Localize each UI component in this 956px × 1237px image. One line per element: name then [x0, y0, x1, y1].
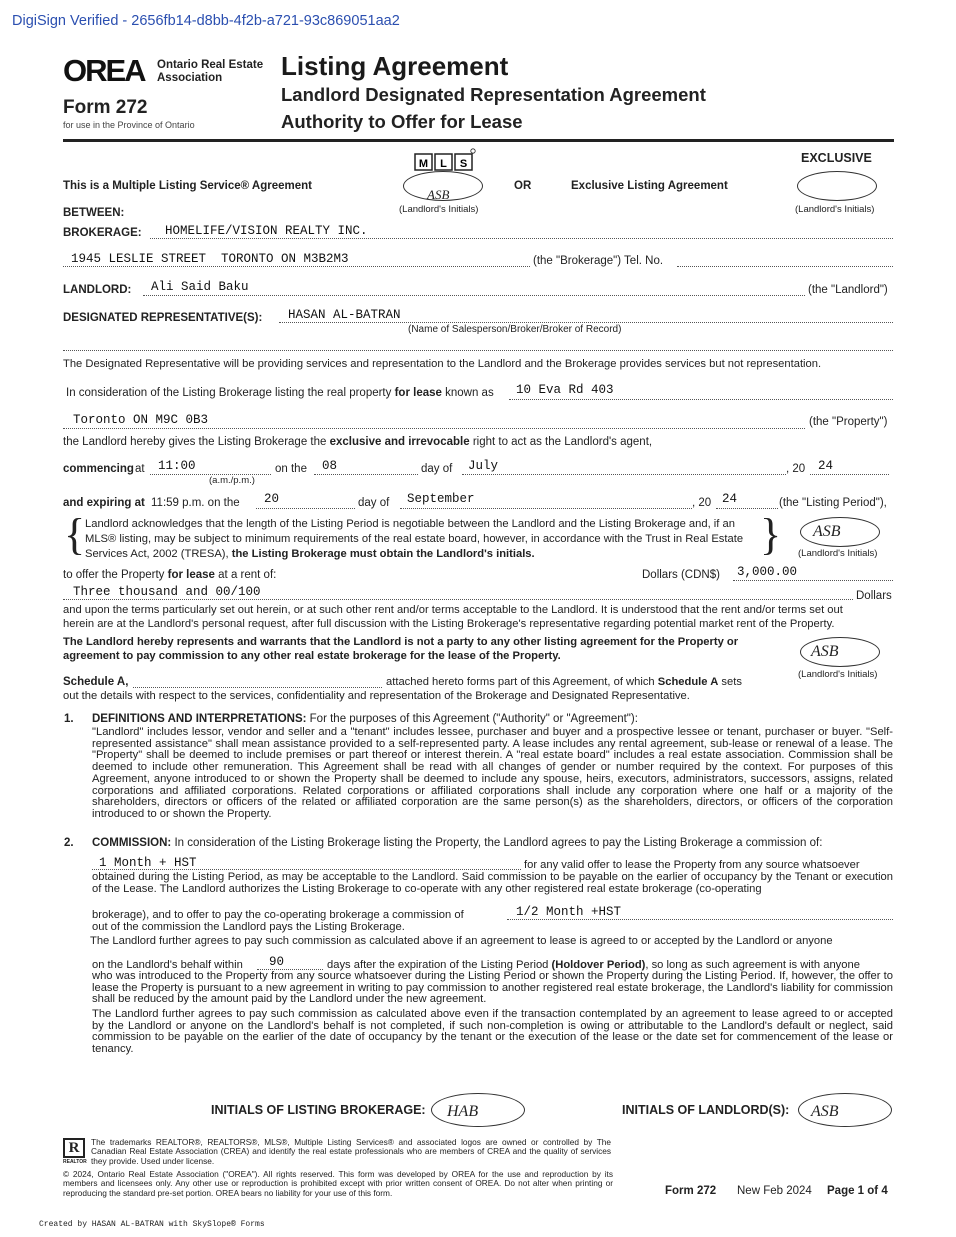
- warrant-line1: The Landlord hereby represents and warrants that the Landlord is not a party to any other listing agreement for the Property or: [63, 636, 739, 648]
- exclusive-heading: EXCLUSIVE: [801, 151, 872, 165]
- warrant-initials-caption: (Landlord's Initials): [798, 669, 878, 680]
- schedule-suffix: sets: [721, 676, 742, 688]
- expiry-time: 11:59 p.m. on the: [151, 497, 240, 509]
- mls-initials-caption: (Landlord's Initials): [399, 204, 479, 215]
- subtitle-designated: Landlord Designated Representation Agreement: [281, 84, 706, 105]
- end-day-of: day of: [358, 497, 390, 509]
- orea-logo: [63, 53, 145, 89]
- brokerage-initials-label: INITIALS OF LISTING BROKERAGE:: [211, 1103, 426, 1117]
- start-month-field[interactable]: July: [468, 459, 499, 473]
- ack-brace-right: }: [760, 510, 782, 559]
- brokerage-label: BROKERAGE:: [63, 227, 142, 239]
- holdover-prefix: on the Landlord's behalf within: [92, 959, 243, 971]
- after-commission: for any valid offer to lease the Property from any source whatsoever: [524, 859, 860, 871]
- section1-lead: For the purposes of this Agreement ("Authority" or "Agreement"):: [309, 713, 638, 725]
- rep-field[interactable]: HASAN AL-BATRAN: [288, 308, 401, 322]
- section2-text1: obtained during the Listing Period, as may be acceptable to the Landlord. Said commission to be payable on the earlier of occupancy by the Tenant or execution of the Lease. The Landlord authorizes the Listing Brokerage to co-operate with any other registered real estate brokerage (co-operating: [92, 871, 893, 895]
- property-suffix: (the "Property"): [809, 416, 888, 428]
- schedule-label: Schedule A,: [63, 676, 129, 688]
- commencing-label: commencing: [63, 463, 134, 475]
- ack-initials-caption: (Landlord's Initials): [798, 548, 878, 559]
- coop-suffix: out of the commission the Landlord pays the Listing Brokerage.: [92, 921, 405, 933]
- end-day-line: [256, 508, 355, 509]
- start-time-field[interactable]: 11:00: [158, 459, 196, 473]
- coop-commission-field[interactable]: 1/2 Month +HST: [516, 905, 622, 919]
- section1-body: "Landlord" includes lessor, vendor and seller and a "tenant" includes lessee, purchaser and buyer and a prospective lessee or tenant, purchaser or buyer. "Self-represented assistance" shall mean assistance provided to a self-represented party. A lease includes any rental agreement, sub-lease or renewal of a lease. The "Property" shall be deemed to include premises or part thereof or interest therein. A "real estate board" includes a real estate association. Commission shall be deemed to include other remuneration. This Agreement shall be read with all changes of gender or number required by the context. For purposes of this Agreement, anyone introduced to or shown the Property shall be deemed to include any spouse, heirs, executors, administrators, successors, assigns, related corporations and affiliated corporations. Related corporations or affiliated corporations shall include any corporation where one half or a majority of the shareholders, directors or officers of the related or affiliated corporation are the same person(s) as the shareholders, directors, or officers of the corporation introduced to or shown the Property.: [92, 726, 893, 820]
- section2-heading-line: [92, 837, 822, 849]
- period-suffix: (the "Listing Period"),: [779, 497, 887, 509]
- org-name-line1: Ontario Real Estate: [157, 59, 264, 71]
- rep-line: [279, 322, 893, 323]
- start-month-line: [462, 474, 786, 475]
- org-name-line2: Association: [157, 72, 223, 84]
- rent-amount-field[interactable]: 3,000.00: [737, 565, 798, 579]
- tel-line: [677, 266, 893, 267]
- amount-words-line: [63, 599, 853, 600]
- holdover-suffix: , so long as such agreement is with anyone: [645, 959, 860, 971]
- svg-text:M: M: [418, 158, 429, 170]
- svg-text:S: S: [459, 158, 468, 170]
- form-number: Form 272: [63, 97, 148, 118]
- verification-id: DigiSign Verified - 2656fb14-d8bb-4f2b-a721-93c869051aa2: [12, 13, 400, 29]
- landlord-initials-label: INITIALS OF LANDLORD(S):: [622, 1103, 790, 1117]
- end-day-field[interactable]: 20: [264, 492, 280, 506]
- landlord-field[interactable]: Ali Said Baku: [151, 280, 249, 294]
- start-day-field[interactable]: 08: [322, 459, 338, 473]
- brokerage-line: [150, 238, 893, 239]
- address-line: [63, 266, 530, 267]
- landlord-initials: ASB: [811, 1103, 839, 1120]
- header-rule: [63, 139, 894, 142]
- start-year-prefix: , 20: [786, 463, 806, 475]
- grant-prefix: the Landlord hereby gives the Listing Brokerage the: [63, 436, 327, 448]
- offer-statement: [63, 569, 276, 581]
- property-address-line2[interactable]: Toronto ON M9C 0B3: [73, 413, 209, 427]
- schedule-text: [386, 676, 742, 688]
- property-known-as: known as: [445, 387, 494, 399]
- mls-initials: ASB: [427, 187, 450, 202]
- end-month-line: [400, 508, 692, 509]
- amount-line: [733, 580, 893, 581]
- start-year-line: [810, 474, 889, 475]
- footer-revision: New Feb 2024: [737, 1185, 812, 1197]
- section1-heading: DEFINITIONS AND INTERPRETATIONS:: [92, 713, 307, 725]
- coop-line: [507, 919, 893, 920]
- dollars-cdn-label: Dollars (CDN$): [642, 569, 720, 581]
- terms-line1: and upon the terms particularly set out herein, or at such other rent and/or terms acceptable to the Landlord. It is understood that the rent and/or terms set out: [63, 604, 843, 616]
- landlord-suffix: (the "Landlord"): [808, 284, 888, 296]
- landlord-label: LANDLORD:: [63, 284, 132, 296]
- realtor-logo: [63, 1138, 87, 1168]
- schedule-line2: out the details with respect to the services, confidentiality and representation of the Brokerage and Designated Representative.: [63, 690, 690, 702]
- coop-prefix: brokerage), and to offer to pay the co-operating brokerage a commission of: [92, 909, 464, 921]
- start-on-the: on the: [275, 463, 307, 475]
- property-address-line1[interactable]: 10 Eva Rd 403: [516, 383, 614, 397]
- orea-logo-text: OREA: [63, 53, 145, 88]
- holdover-bold: (Holdover Period): [551, 959, 646, 971]
- rep-label: DESIGNATED REPRESENTATIVE(S):: [63, 312, 263, 324]
- rent-words-field[interactable]: Three thousand and 00/100: [73, 585, 261, 599]
- ack-line2: MLS® listing, may be subject to minimum requirements of the real estate board, however, in accordance with the Trust in Real Estate: [85, 533, 744, 545]
- section2-number: 2.: [64, 837, 74, 849]
- ack-line3-a: Services Act, 2002 (TRESA),: [85, 548, 229, 560]
- trademark-text: The trademarks REALTOR®, REALTORS®, MLS®, Multiple Listing Services® and associated logos are owned or controlled by The Canadian Real Estate Association (CREA) and identify the real estate professionals who are members of CREA and the quality of services they provide. Used under license.: [91, 1137, 611, 1166]
- footer-form-number: Form 272: [665, 1185, 717, 1197]
- rep-line2: [63, 350, 893, 351]
- ack-line3-b: the Listing Brokerage must obtain the Landlord's initials.: [231, 548, 535, 560]
- commission-field[interactable]: 1 Month + HST: [99, 856, 197, 870]
- ack-line3: [85, 548, 535, 560]
- holdover-mid: days after the expiration of the Listing Period: [327, 959, 549, 971]
- rep-caption: (Name of Salesperson/Broker/Broker of Record): [408, 324, 622, 335]
- copyright-text: © 2024, Ontario Real Estate Association ("OREA"). All rights reserved. This form was developed by OREA for the use and reproduction by its members and licensees only. Any other use or reproduction is prohibited except with prior written consent of OREA. Do not alter when printing or reproducing the standard pre-set portion. OREA bears no liability for your use of this form.: [63, 1169, 613, 1198]
- ack-brace-left: {: [64, 510, 86, 559]
- ampm-caption: (a.m./p.m.): [209, 475, 255, 486]
- end-year-field[interactable]: 24: [722, 492, 738, 506]
- start-year-field[interactable]: 24: [818, 459, 834, 473]
- exclusive-initials-oval[interactable]: [797, 171, 877, 201]
- ack-initials: ASB: [813, 523, 841, 540]
- expiring-label: and expiring at: [63, 497, 145, 509]
- ack-line1: Landlord acknowledges that the length of the Listing Period is negotiable between the Landlord and the Listing Brokerage and, if an: [85, 518, 735, 530]
- landlord-line: [143, 295, 805, 296]
- commencing-at: at: [135, 463, 145, 475]
- brokerage-field[interactable]: HOMELIFE/VISION REALTY INC.: [165, 224, 368, 238]
- section2-lead: In consideration of the Listing Brokerage listing the Property, the Landlord agrees to pay the Listing Brokerage a commission of:: [174, 837, 823, 849]
- schedule-line: [133, 687, 382, 688]
- section2-heading: COMMISSION:: [92, 837, 172, 849]
- exclusive-agreement-label: Exclusive Listing Agreement: [571, 180, 728, 192]
- schedule-mid: attached hereto forms part of this Agreement, of which: [386, 676, 655, 688]
- mls-agreement-label: This is a Multiple Listing Service® Agreement: [63, 180, 312, 192]
- created-by: Created by HASAN AL-BATRAN with SkySlope® Forms: [39, 1220, 265, 1229]
- realtor-logo-mark: R: [63, 1138, 85, 1158]
- grant-suffix: right to act as the Landlord's agent,: [472, 436, 653, 448]
- property-line1: [509, 399, 893, 400]
- realtor-logo-word: REALTOR: [63, 1159, 87, 1165]
- exclusive-initials-caption: (Landlord's Initials): [795, 204, 875, 215]
- warrant-initials: ASB: [811, 643, 839, 660]
- property-line2: [63, 428, 805, 429]
- grant-bold: exclusive and irrevocable: [329, 436, 470, 448]
- section1-heading-line: [92, 713, 638, 725]
- offer-prefix: to offer the Property: [63, 569, 165, 581]
- or-label: OR: [514, 180, 532, 192]
- start-day-of: day of: [421, 463, 453, 475]
- terms-line2: herein are at the Landlord's personal request, after full discussion with the Listing Brokerage's representative regarding potential market rent of the Property.: [63, 618, 835, 630]
- schedule-bold: Schedule A: [657, 676, 719, 688]
- section2-text2: who was introduced to the Property from any source whatsoever during the Listing Period or shown the Property during the Listing Period. If, however, the offer to lease the Property is pursuant to a new agreement in writing to pay commission to another registered real estate brokerage, the Landlord's liability for commission shall be reduced by the amount paid by the Landlord under the new agreement.: [92, 970, 893, 1006]
- rep-statement: The Designated Representative will be providing services and representation to the Landlord and the Brokerage provides services but not representation.: [63, 358, 822, 370]
- property-for-lease: for lease: [394, 387, 442, 399]
- warrant-line2: agreement to pay commission to any other real estate brokerage for the lease of the Property.: [63, 650, 561, 662]
- section1-number: 1.: [64, 713, 74, 725]
- between-label: BETWEEN:: [63, 207, 125, 219]
- svg-text:L: L: [440, 158, 447, 170]
- brokerage-address-field[interactable]: 1945 LESLIE STREET TORONTO ON M3B2M3: [71, 252, 349, 266]
- start-day-line: [314, 474, 418, 475]
- section2-text3: The Landlord further agrees to pay such commission as calculated above even if the transaction contemplated by an agreement to lease agreed to or accepted by the Landlord or anyone on the Landlord's behalf is not completed, if such non-completion is owing or attributable to the Landlord's default or neglect, said commission to be payable on the earlier of the date of occupancy by the tenant or the execution of the lease or the date set for commencement of the lease or tenancy.: [92, 1008, 893, 1056]
- subtitle-authority: Authority to Offer for Lease: [281, 111, 523, 132]
- holdover-days-field[interactable]: 90: [269, 955, 285, 969]
- form-scope: for use in the Province of Ontario: [63, 120, 195, 130]
- grant-statement: [63, 436, 652, 448]
- brokerage-suffix: (the "Brokerage") Tel. No.: [533, 255, 664, 267]
- end-year-prefix: , 20: [692, 497, 712, 509]
- end-month-field[interactable]: September: [407, 492, 475, 506]
- page-title: Listing Agreement: [281, 51, 509, 81]
- property-intro-prefix: In consideration of the Listing Brokerage listing the real property: [66, 387, 392, 399]
- dollars-word: Dollars: [856, 590, 892, 602]
- further-line1: The Landlord further agrees to pay such commission as calculated above if an agreement to lease is agreed to or accepted by the Landlord or anyone: [90, 935, 833, 947]
- property-intro: [66, 387, 494, 399]
- offer-for-lease: for lease: [167, 569, 215, 581]
- footer-page: Page 1 of 4: [827, 1185, 888, 1197]
- offer-suffix: at a rent of:: [218, 569, 277, 581]
- brokerage-initials: HAB: [447, 1103, 479, 1120]
